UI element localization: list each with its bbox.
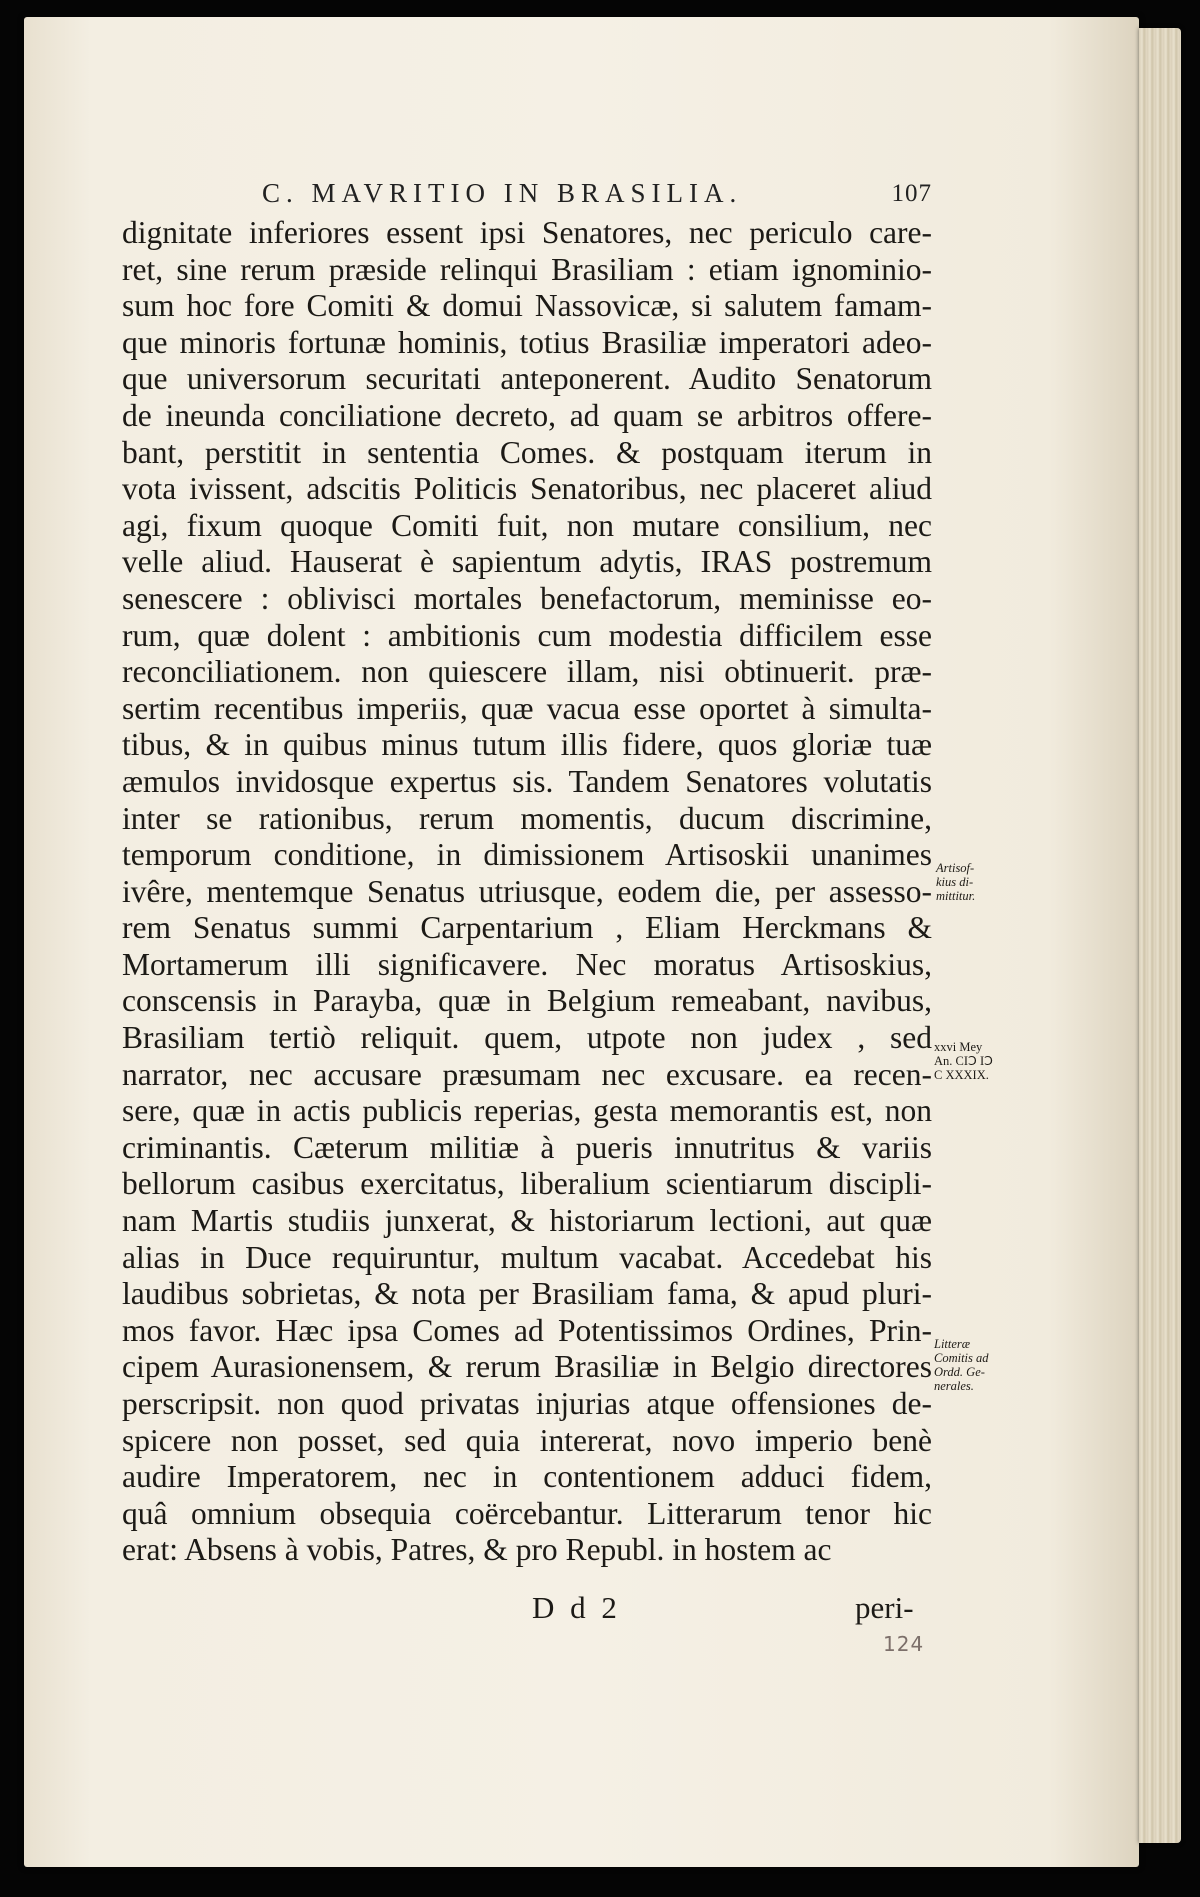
margin-note-litterae: [934, 1337, 989, 1393]
signature-mark: D d 2: [532, 1590, 621, 1625]
page-number: 107: [891, 180, 932, 207]
text-line: reconciliationem. non quiescere illam, nisi obtinuerit. præ-: [122, 654, 932, 690]
page-header: [262, 178, 932, 218]
text-line: laudibus sobrietas, & nota per Brasiliam fama, & apud pluri-: [122, 1276, 932, 1312]
text-line: de ineunda conciliatione decreto, ad quam se arbitros offere-: [122, 397, 932, 433]
text-line: narrator, nec accusare præsumam nec excusare. ea recen-: [122, 1056, 932, 1092]
text-line: mos favor. Hæc ipsa Comes ad Potentissimos Ordines, Prin-: [122, 1312, 932, 1348]
text-line: dignitate inferiores essent ipsi Senatores, nec periculo care-: [122, 215, 932, 250]
margin-note-line: mittitur.: [936, 889, 976, 903]
text-line: nam Martis studiis junxerat, & historiarum lectioni, aut quæ: [122, 1203, 932, 1239]
text-line: inter se rationibus, rerum momentis, ducum discrimine,: [122, 800, 932, 836]
text-line: senescere : oblivisci mortales benefactorum, meminisse eo-: [122, 580, 932, 616]
text-line: perscripsit. non quod privatas injurias atque offensiones de-: [122, 1386, 932, 1421]
margin-note-line: Artisof-: [936, 861, 975, 875]
text-line: que minoris fortunæ hominis, totius Brasiliæ imperatori adeo-: [122, 324, 932, 360]
text-line: conscensis in Parayba, quæ in Belgium remeabant, navibus,: [122, 983, 932, 1019]
handwritten-folio-number: 124: [883, 1632, 925, 1656]
text-line: tibus, & in quibus minus tutum illis fidere, quos gloriæ tuæ: [122, 727, 932, 763]
text-line: criminantis. Cæterum militiæ à pueris innutritus & variis: [122, 1129, 932, 1165]
margin-note-date: [934, 1040, 993, 1082]
body-text: [122, 215, 932, 1569]
text-line: sum hoc fore Comiti & domui Nassovicæ, si salutem famam-: [122, 288, 932, 324]
margin-note-line: Litteræ: [934, 1337, 971, 1351]
running-head: C. MAVRITIO IN BRASILIA.: [262, 178, 743, 208]
margin-note-artisoskius: [936, 861, 975, 903]
text-line: spicere non posset, sed quia intererat, novo imperio benè: [122, 1422, 932, 1458]
text-line: ivêre, mentemque Senatus utriusque, eodem die, per assesso-: [122, 873, 932, 909]
text-line: cipem Aurasionensem, & rerum Brasiliæ in Belgio directores: [122, 1349, 932, 1385]
text-line: Mortamerum illi significavere. Nec moratus Artisoskius,: [122, 946, 932, 982]
text-line: æmulos invidosque expertus sis. Tandem Senatores volutatis: [122, 763, 932, 799]
text-line: ret, sine rerum præside relinqui Brasiliam : etiam ignominio-: [122, 251, 932, 287]
margin-note-line: Ordd. Ge-: [934, 1365, 985, 1379]
margin-note-line: xxvi Mey: [934, 1040, 983, 1054]
text-line: temporum conditione, in dimissionem Artisoskii unanimes: [122, 837, 932, 873]
margin-note-line: Comitis ad: [934, 1351, 989, 1365]
margin-note-line: C XXXIX.: [934, 1068, 989, 1082]
text-line: rem Senatus summi Carpentarium , Eliam Herckmans &: [122, 910, 932, 946]
text-line: Brasiliam tertiò reliquit. quem, utpote non judex , sed: [122, 1020, 932, 1056]
text-line: bant, perstitit in sententia Comes. & postquam iterum in: [122, 434, 932, 470]
text-line: vota ivissent, adscitis Politicis Senatoribus, nec placeret aliud: [122, 471, 932, 507]
text-line: que universorum securitati anteponerent. Audito Senatorum: [122, 361, 932, 397]
margin-note-line: nerales.: [934, 1379, 974, 1393]
page-edges: [1139, 28, 1181, 1843]
text-line: rum, quæ dolent : ambitionis cum modestia difficilem esse: [122, 617, 932, 653]
text-line: alias in Duce requiruntur, multum vacabat. Accedebat his: [122, 1239, 932, 1275]
catchword: peri-: [855, 1590, 914, 1625]
text-line: audire Imperatorem, nec in contentionem adduci fidem,: [122, 1459, 932, 1495]
text-line: sertim recentibus imperiis, quæ vacua esse oportet à simulta-: [122, 690, 932, 726]
text-line: quâ omnium obsequia coërcebantur. Litterarum tenor hic: [122, 1495, 932, 1531]
text-line: bellorum casibus exercitatus, liberalium scientiarum discipli-: [122, 1166, 932, 1202]
text-line: agi, fixum quoque Comiti fuit, non mutare consilium, nec: [122, 507, 932, 543]
margin-note-line: kius di-: [936, 875, 974, 889]
text-line: erat: Absens à vobis, Patres, & pro Republ. in hostem ac: [122, 1532, 832, 1568]
text-line: velle aliud. Hauserat è sapientum adytis, IRAS postremum: [122, 544, 932, 580]
text-line: sere, quæ in actis publicis reperias, gesta memorantis est, non: [122, 1093, 932, 1129]
margin-note-line: An. CIↃ IↃ: [934, 1054, 993, 1068]
